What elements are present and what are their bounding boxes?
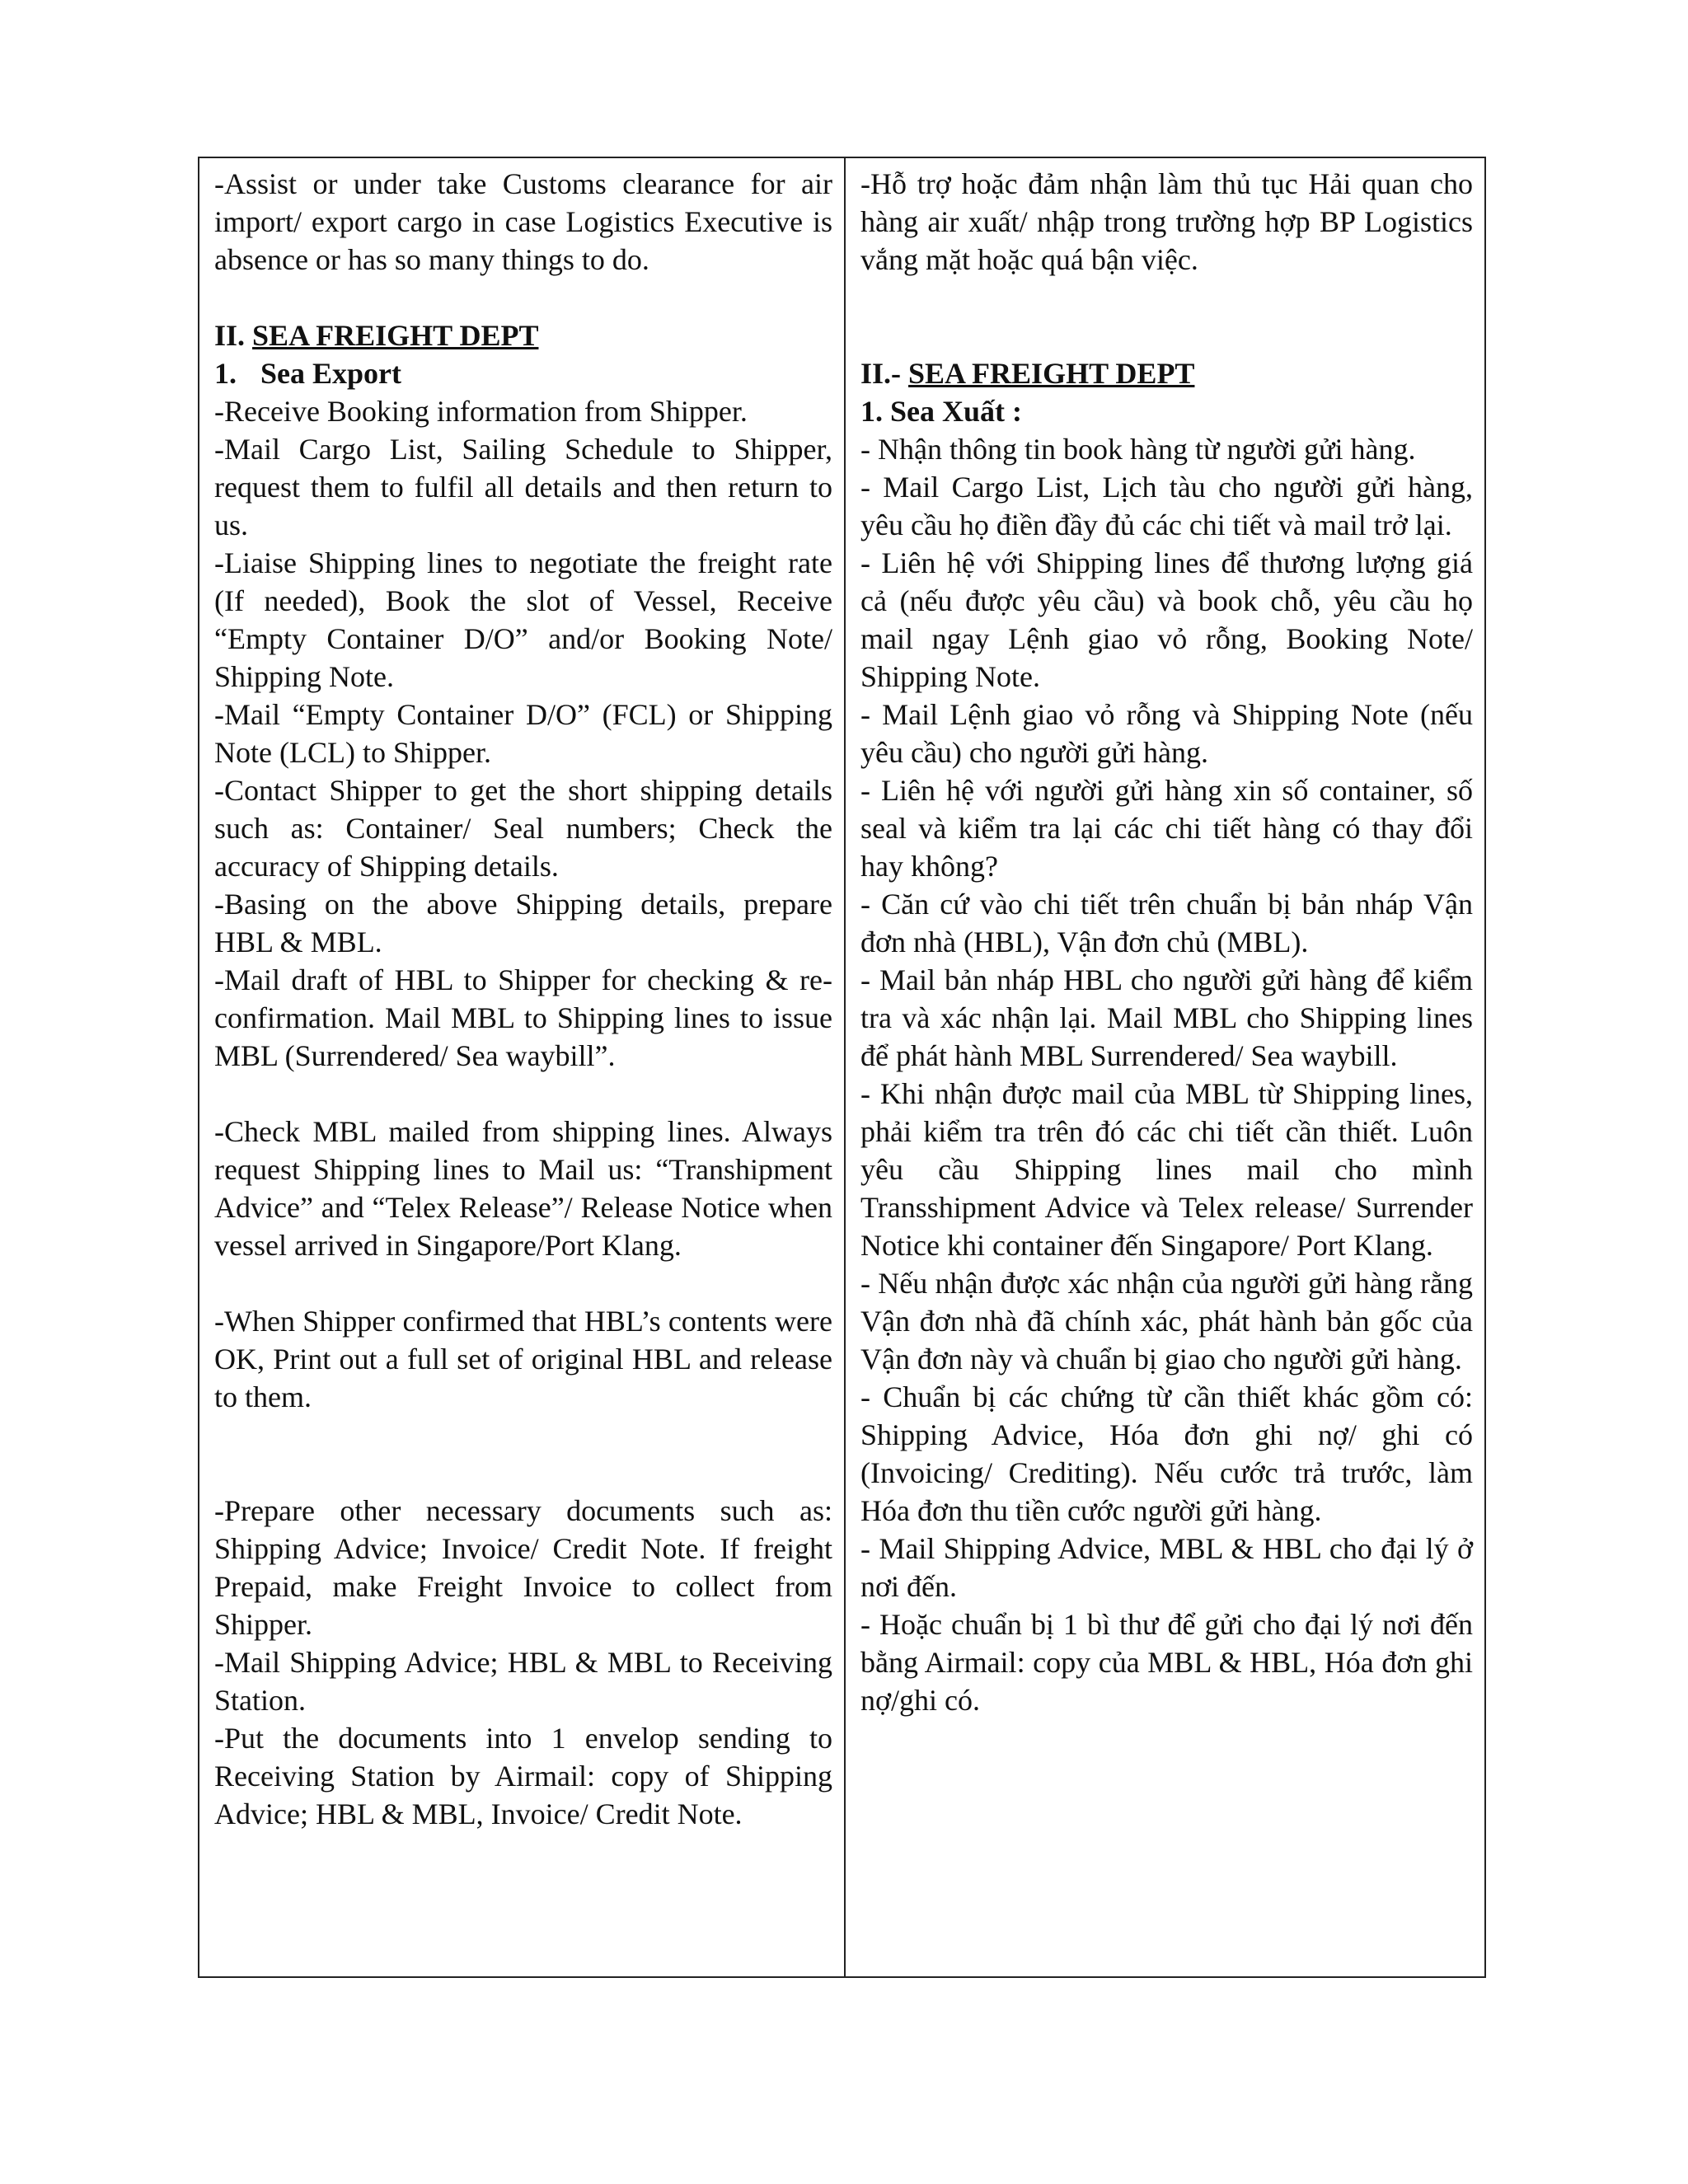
spacer xyxy=(860,279,1473,316)
list-item: -Mail “Empty Container D/O” (FCL) or Shipping Note (LCL) to Shipper. xyxy=(214,698,832,769)
list-item: - Khi nhận được mail của MBL từ Shipping lines, phải kiểm tra trên đó các chi tiết cần thiết. Luôn yêu cầu Shipping lines mail cho mình Transshipment Advice và Telex release/ Surrender Notice khi container đến Singapore/ Port Klang. xyxy=(860,1077,1473,1262)
list-item: - Hoặc chuẩn bị 1 bì thư để gửi cho đại lý nơi đến bằng Airmail: copy của MBL & HBL, Hóa đơn ghi nợ/ghi có. xyxy=(860,1608,1473,1717)
subsection-number: 1. xyxy=(214,357,237,390)
list-item: - Chuẩn bị các chứng từ cần thiết khác gồm có: Shipping Advice, Hóa đơn ghi nợ/ ghi có (Invoicing/ Crediting). Nếu cước trả trước, làm Hóa đơn thu tiền cước người gửi hàng. xyxy=(860,1380,1473,1527)
spacer xyxy=(214,279,832,316)
intro-paragraph: -Hỗ trợ hoặc đảm nhận làm thủ tục Hải quan cho hàng air xuất/ nhập trong trường hợp BP Logistics vắng mặt hoặc quá bận việc. xyxy=(860,167,1473,276)
subsection-heading xyxy=(214,354,832,392)
subsection-title: Sea Export xyxy=(260,357,401,390)
section-title: SEA FREIGHT DEPT xyxy=(908,357,1195,390)
list-item: - Mail Cargo List, Lịch tàu cho người gửi hàng, yêu cầu họ điền đầy đủ các chi tiết và mail trở lại. xyxy=(860,471,1473,541)
list-item: - Mail Lệnh giao vỏ rỗng và Shipping Note (nếu yêu cầu) cho người gửi hàng. xyxy=(860,698,1473,769)
list-item: -Basing on the above Shipping details, prepare HBL & MBL. xyxy=(214,888,832,958)
list-item: -Mail Cargo List, Sailing Schedule to Shipper, request them to fulfil all details and then return to us. xyxy=(214,433,832,541)
list-item: -Mail draft of HBL to Shipper for checking & re-confirmation. Mail MBL to Shipping lines to issue MBL (Surrendered/ Sea waybill”. xyxy=(214,963,832,1072)
list-item: -Receive Booking information from Shipper. xyxy=(214,395,748,428)
spacer xyxy=(860,316,1473,354)
vietnamese-column xyxy=(846,158,1484,1976)
bilingual-table xyxy=(198,157,1486,1978)
list-item: - Liên hệ với Shipping lines để thương lượng giá cả (nếu được yêu cầu) và book chỗ, yêu cầu họ mail ngay Lệnh giao vỏ rỗng, Booking Note/ Shipping Note. xyxy=(860,546,1473,693)
section-heading xyxy=(860,354,1473,392)
intro-paragraph: -Assist or under take Customs clearance for air import/ export cargo in case Logistics Executive is absence or has so many things to do. xyxy=(214,167,832,276)
spacer xyxy=(214,1075,832,1113)
section-number: II.- xyxy=(860,357,902,390)
list-item: - Mail bản nháp HBL cho người gửi hàng để kiểm tra và xác nhận lại. Mail MBL cho Shipping lines để phát hành MBL Surrendered/ Sea waybill. xyxy=(860,963,1473,1072)
list-item: -Check MBL mailed from shipping lines. Always request Shipping lines to Mail us: “Transhipment Advice” and “Telex Release”/ Release Notice when vessel arrived in Singapore/Port Klang. xyxy=(214,1115,832,1262)
spacer xyxy=(214,1416,832,1454)
list-item: - Nhận thông tin book hàng từ người gửi hàng. xyxy=(860,433,1416,466)
list-item: - Căn cứ vào chi tiết trên chuẩn bị bản nháp Vận đơn nhà (HBL), Vận đơn chủ (MBL). xyxy=(860,888,1473,958)
spacer xyxy=(214,1454,832,1492)
section-title: SEA FREIGHT DEPT xyxy=(252,319,539,352)
list-item: -Put the documents into 1 envelop sending to Receiving Station by Airmail: copy of Shipping Advice; HBL & MBL, Invoice/ Credit Note. xyxy=(214,1722,832,1830)
section-number: II. xyxy=(214,319,246,352)
list-item: - Mail Shipping Advice, MBL & HBL cho đại lý ở nơi đến. xyxy=(860,1532,1473,1603)
list-item: -Liaise Shipping lines to negotiate the freight rate (If needed), Book the slot of Vessel, Receive “Empty Container D/O” and/or Booking Note/ Shipping Note. xyxy=(214,546,832,693)
list-item: -When Shipper confirmed that HBL’s contents were OK, Print out a full set of original HBL and release to them. xyxy=(214,1305,832,1413)
section-heading xyxy=(214,316,832,354)
list-item: -Contact Shipper to get the short shipping details such as: Container/ Seal numbers; Check the accuracy of Shipping details. xyxy=(214,774,832,883)
english-column xyxy=(199,158,846,1976)
subsection-heading: 1. Sea Xuất : xyxy=(860,395,1022,428)
spacer xyxy=(214,1264,832,1302)
list-item: -Mail Shipping Advice; HBL & MBL to Receiving Station. xyxy=(214,1646,832,1717)
list-item: - Nếu nhận được xác nhận của người gửi hàng rằng Vận đơn nhà đã chính xác, phát hành bản gốc của Vận đơn này và chuẩn bị giao cho người gửi hàng. xyxy=(860,1267,1473,1376)
list-item: -Prepare other necessary documents such as: Shipping Advice; Invoice/ Credit Note. If freight Prepaid, make Freight Invoice to collect from Shipper. xyxy=(214,1494,832,1641)
list-item: - Liên hệ với người gửi hàng xin số container, số seal và kiểm tra lại các chi tiết hàng có thay đổi hay không? xyxy=(860,774,1473,883)
